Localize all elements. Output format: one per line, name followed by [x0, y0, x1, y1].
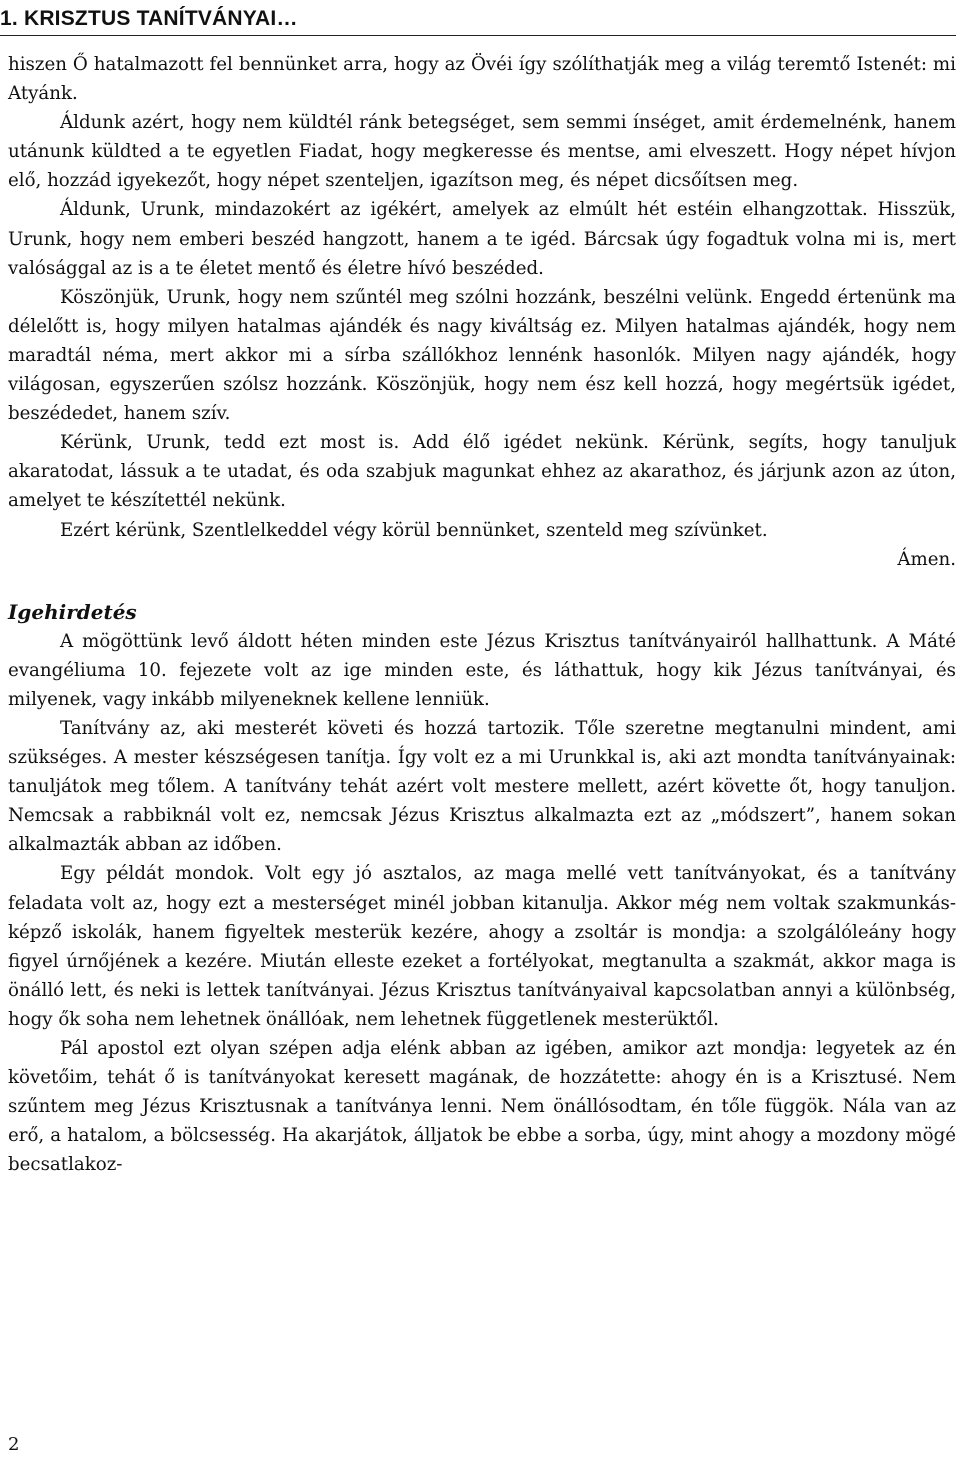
prayer-amen: Ámen.: [897, 548, 956, 570]
sermon-paragraph: Pál apostol ezt olyan szépen adja elénk abban az igében, amikor azt mondja: legyetek az én követőim, tehát ő is tanítványokat keresett magának, de hozzátette: ahogy én is a Krisztusé. Nem szűntem meg Jézus Krisztusnak a tanítványa lenni. Nem önállósodtam, én tőle függök. Nála van az erő, a hatalom, a bölcsesség. Ha akarjátok, álljatok be ebbe a sorba, úgy, mint ahogy a mozdony mögé becsatlakoz-: [8, 1038, 956, 1176]
sermon-paragraph: Egy példát mondok. Volt egy jó asztalos, az maga mellé vett tanítványokat, és a tanítvány feladata volt az, hogy ezt a mesterséget minél jobban kitanulja. Akkor még nem voltak szakmunkás-képző iskolák, hanem figyeltek mesterük kezére, ahogy a zsoltár is mondja: a szolgálóleány hogy figyel úrnőjének a kezére. Miután elleste ezeket a fortélyokat, megtanulta a szakmát, akkor maga is önálló lett, és neki is lettek tanítványai. Jézus Krisztus tanítványaival kapcsolatban annyi a különbség, hogy ők soha nem lehetnek önállóak, nem lehetnek függetlenek mesterüktől.: [8, 863, 956, 1030]
prayer-paragraph: hiszen Ő hatalmazott fel bennünket arra, hogy az Övéi így szólíthatják meg a világ teremtő Istenét: mi Atyánk.: [8, 54, 956, 105]
prayer-paragraph: Köszönjük, Urunk, hogy nem szűntél meg szólni hozzánk, beszélni velünk. Engedd értenünk ma délelőtt is, hogy milyen hatalmas ajándék és nagy kiváltság ez. Milyen hatalmas ajándék, hogy nem maradtál néma, mert akkor mi a sírba szállókhoz lennénk hasonlók. Milyen nagy ajándék, hogy világosan, egyszerűen szólsz hozzánk. Köszönjük, hogy nem ész kell hozzá, hogy megértsük igédet, beszédedet, hanem szív.: [8, 286, 956, 425]
running-header-title: 1. KRISZTUS TANÍTVÁNYAI…: [0, 0, 956, 36]
section-heading: Igehirdetés: [8, 599, 137, 624]
sermon-paragraph: A mögöttünk levő áldott héten minden este Jézus Krisztus tanítványairól hallhattunk. A Máté evangéliuma 10. fejezete volt az ige minden este, és láthattuk, hogy kik Jézus tanítványai, és milyenek, vagy inkább milyeneknek kellene lenniük.: [8, 630, 956, 710]
prayer-paragraph: Kérünk, Urunk, tedd ezt most is. Add élő igédet nekünk. Kérünk, segíts, hogy tanuljuk akaratodat, lássuk a te utadat, és oda szabjuk magunkat ehhez az akarathoz, és járjunk azon az úton, amelyet te készítettél nekünk.: [8, 432, 956, 512]
prayer-paragraph: Ezért kérünk, Szentlelkeddel végy körül bennünket, szenteld meg szívünket.: [60, 519, 768, 541]
page-number: 2: [8, 1434, 20, 1455]
prayer-paragraph: Áldunk, Urunk, mindazokért az igékért, amelyek az elmúlt hét estéin elhangzottak. Hisszük, Urunk, hogy nem emberi beszéd hangzott, hanem a te igéd. Bárcsak úgy fogadtuk volna mi is, mert valósággal az is a te életet mentő és életre hívó beszéded.: [8, 199, 956, 279]
prayer-paragraph: Áldunk azért, hogy nem küldtél ránk betegséget, sem semmi ínséget, amit érdemelnénk, hanem utánunk küldted a te egyetlen Fiadat, hogy megkeresse és mentse, ami elveszett. Hogy népet hívjon elő, hozzád igyekezőt, hogy népet szenteljen, igazítson meg, és népet dicsőítsen meg.: [8, 112, 956, 192]
body-text: [8, 50, 956, 1179]
sermon-paragraph: Tanítvány az, aki mesterét követi és hozzá tartozik. Tőle szeretne megtanulni mindent, ami szükséges. A mester készségesen tanítja. Így volt ez a mi Urunkkal is, aki azt mondta tanítványainak: tanuljátok meg tőlem. A tanítvány tehát azért volt mestere mellett, azért követte őt, hogy tanuljon. Nemcsak a rabbiknál volt ez, nemcsak Jézus Krisztus alkalmazta ezt az „módszert”, hanem sokan alkalmazták abban az időben.: [8, 717, 956, 856]
